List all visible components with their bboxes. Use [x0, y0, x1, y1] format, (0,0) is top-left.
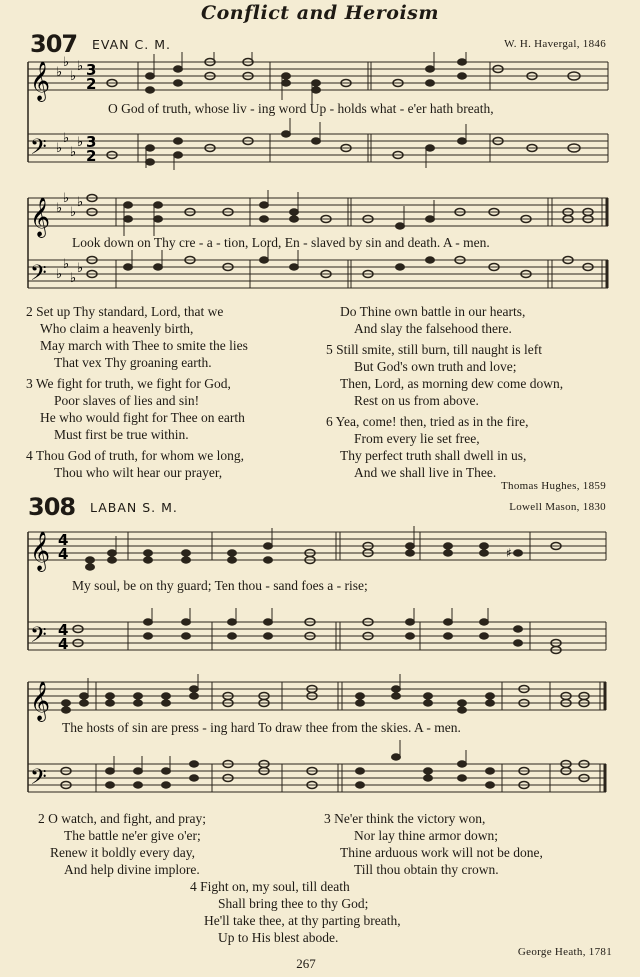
hymn-number: 307 — [30, 30, 78, 58]
note-stems — [116, 526, 488, 622]
svg-text:♭: ♭ — [77, 261, 84, 276]
stanza-number: 2 — [26, 304, 33, 319]
stanza — [324, 810, 543, 878]
stanza-line: Shall bring thee to thy God; — [218, 896, 369, 911]
words-credit: George Heath, 1781 — [517, 946, 612, 958]
stanza — [26, 303, 248, 371]
bass-staff — [28, 764, 606, 792]
stanza-number: 4 — [190, 879, 197, 894]
stanza-line: Renew it boldly every day, — [50, 845, 195, 860]
stanza-line: He'll take thee, at thy parting breath, — [204, 913, 401, 928]
treble-clef-icon: 𝄞 — [30, 531, 51, 571]
stanza-continued — [340, 303, 525, 337]
svg-text:♭: ♭ — [70, 205, 77, 220]
stanza-line: Who claim a heavenly birth, — [40, 321, 194, 336]
svg-text:♭: ♭ — [56, 267, 63, 282]
stanza-number: 5 — [326, 342, 333, 357]
svg-text:♭: ♭ — [63, 257, 70, 272]
section-title: Conflict and Heroism — [201, 2, 439, 24]
bass-clef-icon: 𝄢 — [30, 623, 47, 653]
stanza-line: But God's own truth and love; — [354, 359, 517, 374]
stanza-line: Thine arduous work will not be done, — [340, 845, 543, 860]
treble-clef-icon: 𝄞 — [30, 197, 51, 237]
stanza-line: 6 Yea, come! then, tried as in the fire, — [326, 414, 529, 429]
notes — [73, 543, 561, 654]
stanza-line: Up to His blest abode. — [218, 930, 339, 945]
stanza-line: 3 We fight for truth, we fight for God, — [26, 376, 231, 391]
music-credit: Lowell Mason, 1830 — [509, 501, 606, 513]
svg-text:♭: ♭ — [70, 69, 77, 84]
svg-text:♭: ♭ — [77, 195, 84, 210]
svg-text:♭: ♭ — [77, 135, 84, 150]
music-lyrics-line: My soul, be on thy guard; Ten thou - sand foes a - rise; — [72, 578, 368, 593]
tune-name: EVAN C. M. — [92, 37, 171, 52]
page-number: 267 — [296, 956, 316, 971]
hymn-number: 308 — [28, 493, 76, 521]
music-credit: W. H. Havergal, 1846 — [504, 38, 606, 50]
stanza-line: From every lie set free, — [354, 431, 480, 446]
svg-text:♭: ♭ — [56, 141, 63, 156]
stanza — [326, 341, 563, 409]
stanza-line: And slay the falsehood there. — [354, 321, 512, 336]
svg-text:3: 3 — [86, 61, 97, 79]
stanza-line: 4 Thou God of truth, for whom we long, — [26, 448, 244, 463]
bass-clef-icon: 𝄢 — [30, 135, 47, 165]
stanza-number: 6 — [326, 414, 333, 429]
stanza — [26, 447, 244, 481]
sharp-icon: ♯ — [506, 546, 512, 560]
stanza-line: Poor slaves of lies and sin! — [54, 393, 200, 408]
svg-text:♭: ♭ — [77, 59, 84, 74]
stanza-line: And help divine implore. — [64, 862, 200, 877]
stanza-number: 3 — [26, 376, 33, 391]
stanza-line: The battle ne'er give o'er; — [64, 828, 201, 843]
music-lyrics-line: O God of truth, whose liv - ing word Up - holds what - e'er hath breath, — [108, 101, 494, 116]
svg-text:♭: ♭ — [63, 191, 70, 206]
tune-name: LABAN S. M. — [90, 500, 178, 515]
stanza — [38, 810, 206, 878]
svg-text:2: 2 — [86, 75, 97, 93]
stanza — [26, 375, 245, 443]
note-stems — [124, 190, 434, 267]
music-lyrics-line: Look down on Thy cre - a - tion, Lord, En - slaved by sin and death. A - men. — [72, 235, 490, 250]
stanza-line: Then, Lord, as morning dew come down, — [340, 376, 564, 391]
stanza-line: He who would fight for Thee on earth — [40, 410, 245, 425]
svg-text:4: 4 — [58, 545, 69, 563]
words-credit: Thomas Hughes, 1859 — [501, 480, 606, 492]
stanza-line: Do Thine own battle in our hearts, — [340, 304, 526, 319]
stanza-number: 4 — [26, 448, 33, 463]
stanza-line: Thou who wilt hear our prayer, — [54, 465, 223, 480]
svg-text:4: 4 — [58, 531, 69, 549]
time-signature — [58, 531, 68, 653]
stanza-line: 2 O watch, and fight, and pray; — [38, 811, 206, 826]
svg-text:3: 3 — [86, 133, 97, 151]
stanza-line: That vex Thy groaning earth. — [54, 355, 212, 370]
svg-text:4: 4 — [58, 621, 69, 639]
stanza — [326, 413, 528, 481]
bass-clef-icon: 𝄢 — [30, 765, 47, 795]
stanza-line: Nor lay thine armor down; — [354, 828, 498, 843]
stanza — [190, 878, 401, 946]
svg-text:♭: ♭ — [63, 131, 70, 146]
stanza-line: Thy perfect truth shall dwell in us, — [340, 448, 527, 463]
svg-text:♭: ♭ — [63, 55, 70, 70]
stanza-line: 2 Set up Thy standard, Lord, that we — [26, 304, 224, 319]
stanza-line: 4 Fight on, my soul, till death — [190, 879, 350, 894]
stanza-line: 3 Ne'er think the victory won, — [324, 811, 486, 826]
svg-text:♭: ♭ — [70, 271, 77, 286]
bass-clef-icon: 𝄢 — [30, 261, 47, 291]
key-signature — [56, 55, 83, 160]
stanza-line: Rest on us from above. — [354, 393, 479, 408]
stanza-number: 3 — [324, 811, 331, 826]
svg-text:♭: ♭ — [56, 201, 63, 216]
stanza-number: 2 — [38, 811, 45, 826]
stanza-line: Must first be true within. — [54, 427, 189, 442]
time-signature — [86, 61, 96, 165]
notes — [61, 686, 589, 789]
barlines — [96, 682, 605, 792]
treble-clef-icon: 𝄞 — [30, 681, 51, 721]
stanza-line: 5 Still smite, still burn, till naught is left — [326, 342, 542, 357]
stanza-line: May march with Thee to smite the lies — [40, 338, 248, 353]
stanza-line: Till thou obtain thy crown. — [354, 862, 499, 877]
music-lyrics-line: The hosts of sin are press - ing hard To draw thee from the skies. A - men. — [62, 720, 461, 735]
treble-clef-icon: 𝄞 — [30, 61, 51, 101]
treble-staff — [28, 198, 608, 226]
svg-text:♭: ♭ — [56, 65, 63, 80]
stanza-line: And we shall live in Thee. — [354, 465, 497, 480]
svg-text:2: 2 — [86, 147, 97, 165]
svg-text:4: 4 — [58, 635, 69, 653]
svg-text:♭: ♭ — [70, 145, 77, 160]
